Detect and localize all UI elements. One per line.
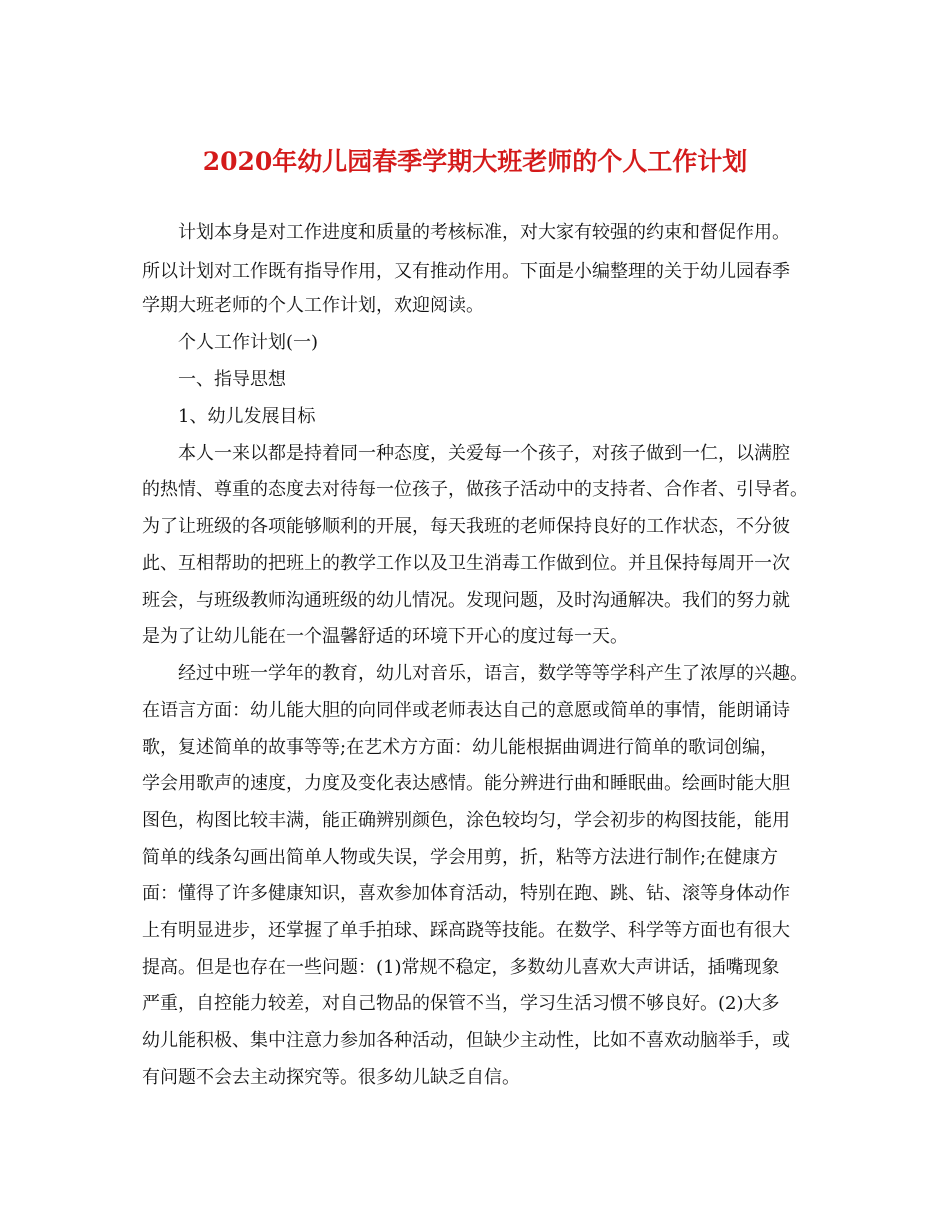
document-title: 2020年幼儿园春季学期大班老师的个人工作计划 [202, 147, 748, 176]
body-line: 上有明显进步，还掌握了单手拍球、踩高跷等技能。在数学、科学等方面也有很大 [142, 920, 790, 941]
body-line: 面：懂得了许多健康知识，喜欢参加体育活动，特别在跑、跳、钻、滚等身体动作 [142, 883, 790, 904]
body-line: 本人一来以都是持着同一种态度，关爱每一个孩子，对孩子做到一仁，以满腔 [142, 443, 790, 464]
body-line: 幼儿能积极、集中注意力参加各种活动，但缺少主动性，比如不喜欢动脑举手，或 [142, 1030, 790, 1051]
body-line: 所以计划对工作既有指导作用，又有推动作用。下面是小编整理的关于幼儿园春季 [142, 261, 790, 282]
body-line: 一、指导思想 [142, 369, 286, 390]
body-line: 歌，复述简单的故事等等;在艺术方方面：幼儿能根据曲调进行简单的歌词创编， [142, 737, 779, 758]
body-line: 有问题不会去主动探究等。很多幼儿缺乏自信。 [142, 1067, 520, 1088]
body-line: 个人工作计划(一) [142, 332, 319, 353]
body-line: 1、幼儿发展目标 [142, 406, 316, 427]
body-line: 简单的线条勾画出简单人物或失误，学会用剪，折，粘等方法进行制作;在健康方 [142, 847, 779, 868]
body-line: 提高。但是也存在一些问题：(1)常规不稳定，多数幼儿喜欢大声讲话，插嘴现象 [142, 957, 780, 978]
body-line: 图色，构图比较丰满，能正确辨别颜色，涂色较均匀，学会初步的构图技能，能用 [142, 810, 790, 831]
body-line: 学会用歌声的速度，力度及变化表达感情。能分辨进行曲和睡眠曲。绘画时能大胆 [142, 773, 790, 794]
body-line: 此、互相帮助的把班上的教学工作以及卫生消毒工作做到位。并且保持每周开一次 [142, 553, 790, 574]
body-line: 计划本身是对工作进度和质量的考核标准，对大家有较强的约束和督促作用。 [142, 222, 790, 243]
body-line: 为了让班级的各项能够顺利的开展，每天我班的老师保持良好的工作状态，不分彼 [142, 516, 790, 537]
body-line: 学期大班老师的个人工作计划，欢迎阅读。 [142, 295, 484, 316]
body-line: 是为了让幼儿能在一个温馨舒适的环境下开心的度过每一天。 [142, 626, 628, 647]
body-line: 的热情、尊重的态度去对待每一位孩子，做孩子活动中的支持者、合作者、引导者。 [142, 479, 808, 500]
body-line: 经过中班一学年的教育，幼儿对音乐，语言，数学等等学科产生了浓厚的兴趣。 [142, 663, 808, 684]
body-line: 严重，自控能力较差，对自己物品的保管不当，学习生活习惯不够良好。(2)大多 [142, 993, 780, 1014]
body-line: 在语言方面：幼儿能大胆的向同伴或老师表达自己的意愿或简单的事情，能朗诵诗 [142, 700, 790, 721]
body-line: 班会，与班级教师沟通班级的幼儿情况。发现问题，及时沟通解决。我们的努力就 [142, 590, 790, 611]
